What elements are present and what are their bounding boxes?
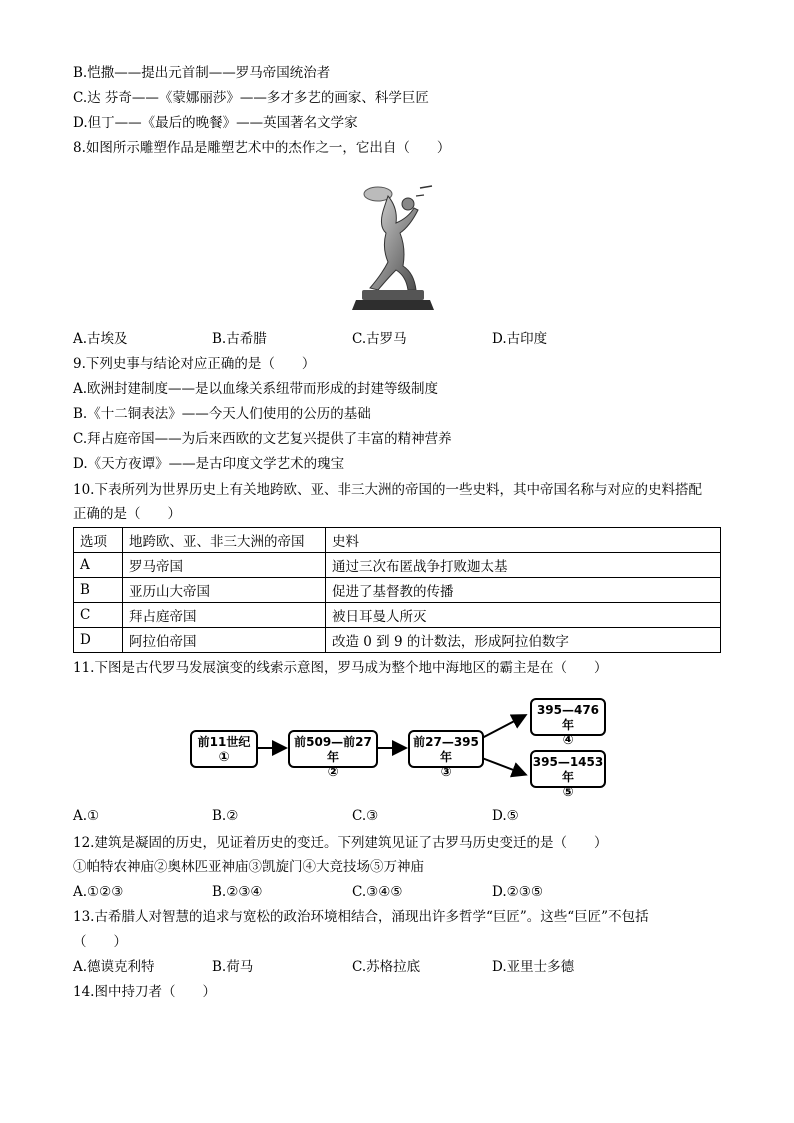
table-row <box>74 628 721 653</box>
q12-option-c: C.③④⑤ <box>352 884 403 900</box>
q9-option-b: B.《十二铜表法》——今天人们使用的公历的基础 <box>73 406 371 422</box>
q11-options <box>73 806 723 826</box>
q8-option-b: B.古希腊 <box>212 331 267 347</box>
table-cell: 被日耳曼人所灭 <box>326 603 721 628</box>
table-header-row <box>74 528 721 553</box>
timeline-box-1-number: ① <box>218 750 230 765</box>
table-header-cell: 选项 <box>74 528 123 553</box>
q12-options <box>73 882 723 902</box>
q8-option-c: C.古罗马 <box>352 331 407 347</box>
timeline-box-3-period: 前27—395年 <box>413 735 479 764</box>
arrow-3-4 <box>482 716 524 738</box>
q9-option-c: C.拜占庭帝国——为后来西欧的文艺复兴提供了丰富的精神营养 <box>73 431 452 447</box>
timeline-box-5 <box>530 750 606 800</box>
q7-option-b: B.恺撒——提出元首制——罗马帝国统治者 <box>73 65 331 81</box>
q14-stem: 14.图中持刀者（ ） <box>73 984 216 1000</box>
q9-option-a: A.欧洲封建制度——是以血缘关系纽带而形成的封建等级制度 <box>73 381 439 397</box>
timeline-box-2 <box>288 730 378 780</box>
q12-items: ①帕特农神庙②奥林匹亚神庙③凯旋门④大竞技场⑤万神庙 <box>73 859 424 875</box>
table-cell: 罗马帝国 <box>123 553 326 578</box>
q9-stem: 9.下列史事与结论对应正确的是（ ） <box>73 356 316 372</box>
timeline-box-4-period: 395—476年 <box>536 703 600 732</box>
q7-option-d: D.但丁——《最后的晚餐》——英国著名文学家 <box>73 115 358 131</box>
table-row <box>74 578 721 603</box>
q11-option-c: C.③ <box>352 808 379 824</box>
timeline-box-1-period: 前11世纪 <box>197 735 251 749</box>
q11-option-d: D.⑤ <box>492 808 519 824</box>
table-cell: 改造 0 到 9 的计数法，形成阿拉伯数字 <box>326 628 721 653</box>
q13-stem-line1: 13.古希腊人对智慧的追求与宽松的政治环境相结合，涌现出许多哲学“巨匠”。这些“巨匠”不包括 <box>73 909 649 925</box>
q11-option-b: B.② <box>212 808 239 824</box>
q7-option-c: C.达 芬奇——《蒙娜丽莎》——多才多艺的画家、科学巨匠 <box>73 90 429 106</box>
table-cell: 亚历山大帝国 <box>123 578 326 603</box>
table-cell: D <box>74 628 123 653</box>
arrow-3-5 <box>482 758 524 774</box>
table-row <box>74 603 721 628</box>
q8-options <box>73 329 723 349</box>
q10-stem-line2: 正确的是（ ） <box>73 506 181 522</box>
table-header-cell: 史料 <box>326 528 721 553</box>
q13-option-b: B.荷马 <box>212 959 254 975</box>
discus-thrower-sculpture-image <box>348 178 438 313</box>
table-cell: 通过三次布匿战争打败迦太基 <box>326 553 721 578</box>
timeline-box-1 <box>190 730 258 768</box>
rome-timeline-diagram <box>188 690 608 800</box>
timeline-box-3-number: ③ <box>440 765 452 780</box>
q12-option-d: D.②③⑤ <box>492 884 543 900</box>
q13-options <box>73 957 723 977</box>
timeline-box-4-number: ④ <box>562 733 574 748</box>
timeline-box-2-number: ② <box>327 765 339 780</box>
table-cell: B <box>74 578 123 603</box>
q10-stem-line1: 10.下表所列为世界历史上有关地跨欧、亚、非三大洲的帝国的一些史料，其中帝国名称与对应的史料搭配 <box>73 482 702 498</box>
q12-stem: 12.建筑是凝固的历史，见证着历史的变迁。下列建筑见证了古罗马历史变迁的是（ ） <box>73 835 608 851</box>
timeline-box-4 <box>530 698 606 748</box>
timeline-box-2-period: 前509—前27年 <box>294 735 372 764</box>
q13-option-d: D.亚里士多德 <box>492 959 575 975</box>
q13-option-c: C.苏格拉底 <box>352 959 421 975</box>
table-cell: 阿拉伯帝国 <box>123 628 326 653</box>
q13-option-a: A.德谟克利特 <box>73 959 155 975</box>
q10-table <box>73 527 721 653</box>
q11-stem: 11.下图是古代罗马发展演变的线索示意图，罗马成为整个地中海地区的霸主是在（ ） <box>73 660 608 676</box>
q12-option-b: B.②③④ <box>212 884 263 900</box>
table-cell: 促进了基督教的传播 <box>326 578 721 603</box>
q9-option-d: D.《天方夜谭》——是古印度文学艺术的瑰宝 <box>73 456 345 472</box>
timeline-box-3 <box>408 730 484 780</box>
table-cell: 拜占庭帝国 <box>123 603 326 628</box>
q13-stem-line2: （ ） <box>73 934 127 950</box>
q8-stem: 8.如图所示雕塑作品是雕塑艺术中的杰作之一，它出自（ ） <box>73 140 451 156</box>
table-row <box>74 553 721 578</box>
table-cell: A <box>74 553 123 578</box>
q8-option-a: A.古埃及 <box>73 331 128 347</box>
timeline-box-5-number: ⑤ <box>562 785 574 800</box>
timeline-box-5-period: 395—1453年 <box>532 755 604 784</box>
q11-option-a: A.① <box>73 808 100 824</box>
q12-option-a: A.①②③ <box>73 884 124 900</box>
table-header-cell: 地跨欧、亚、非三大洲的帝国 <box>123 528 326 553</box>
q8-option-d: D.古印度 <box>492 331 548 347</box>
table-cell: C <box>74 603 123 628</box>
